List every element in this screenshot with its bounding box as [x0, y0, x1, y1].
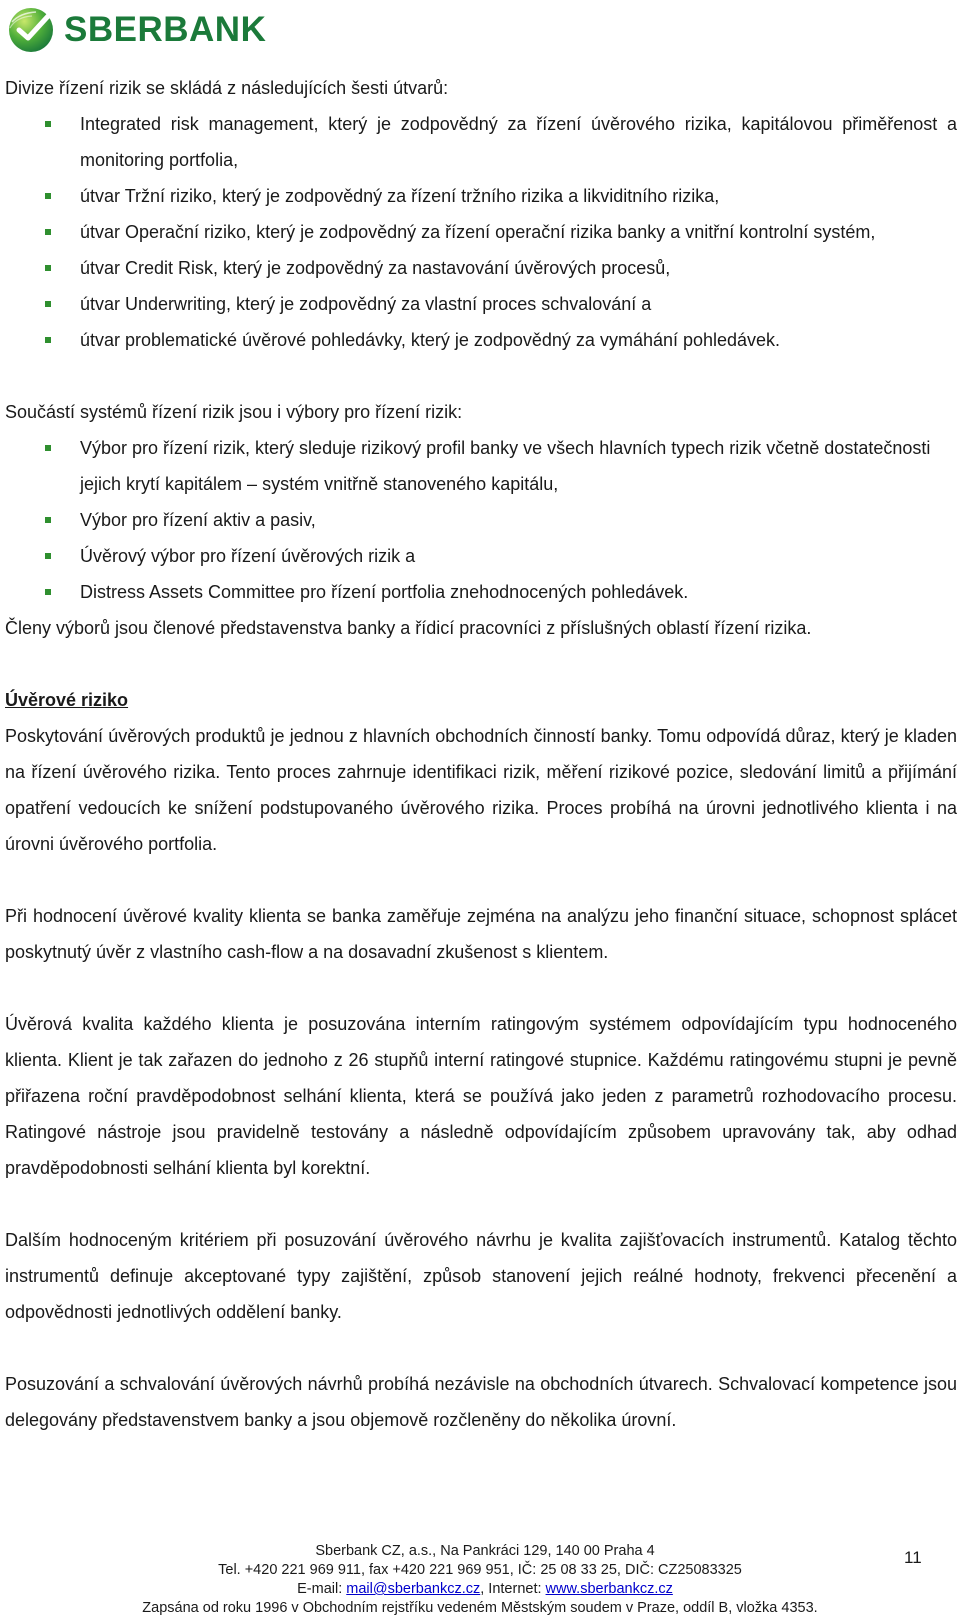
website-link[interactable]: www.sberbankcz.cz — [545, 1581, 673, 1597]
division-item: útvar Underwriting, který je zodpovědný za vlastní proces schvalování a — [5, 286, 957, 322]
email-label: E-mail: — [297, 1581, 347, 1597]
section-heading: Úvěrové riziko — [5, 690, 129, 710]
spacer — [5, 1330, 957, 1366]
page-number: 11 — [904, 1548, 922, 1567]
footer-address: Sberbank CZ, a.s., Na Pankráci 129, 140 00 Praha 4 — [315, 1543, 655, 1559]
email-link[interactable]: mail@sberbankcz.cz — [346, 1581, 481, 1597]
page-footer — [0, 1542, 960, 1618]
committee-item: Výbor pro řízení aktiv a pasiv, — [5, 502, 957, 538]
paragraph: Úvěrová kvalita každého klienta je posuzována interním ratingovým systémem odpovídajícím typu hodnoceného klienta. Klient je tak zařazen do jednoho z 26 stupňů interní ratingové stupnice. Každému ratingovému stupni je pevně přiřazena roční pravděpodobnost selhání klienta, která se používá jako jeden z parametrů rozhodovacího procesu. Ratingové nástroje jsou pravidelně testovány a následně odpovídajícím způsobem upravovány tak, aby odhad pravděpodobnosti selhání klienta byl korektní. — [5, 1014, 957, 1178]
paragraph: Při hodnocení úvěrové kvality klienta se banka zaměřuje zejména na analýzu jeho finanční situace, schopnost splácet poskytnutý úvěr z vlastního cash-flow a na dosavadní zkušenost s klientem. — [5, 906, 957, 962]
committees-list — [5, 430, 957, 610]
paragraph: Posuzování a schvalování úvěrových návrhů probíhá nezávisle na obchodních útvarech. Schvalovací kompetence jsou delegovány představenstvem banky a jsou objemově rozčleněny do několika úrovní. — [5, 1374, 957, 1430]
divisions-list — [5, 106, 957, 358]
spacer — [5, 358, 957, 394]
footer-contacts — [0, 1580, 960, 1599]
internet-label: , Internet: — [480, 1581, 546, 1597]
footer-registration: Zapsána od roku 1996 v Obchodním rejstříku vedeném Městským soudem v Praze, oddíl B, vložka 4353. — [142, 1600, 818, 1616]
sberbank-logo — [6, 4, 266, 54]
spacer — [5, 970, 957, 1006]
spacer — [5, 646, 957, 682]
committee-item: Úvěrový výbor pro řízení úvěrových rizik a — [5, 538, 957, 574]
document-body — [5, 70, 957, 1438]
division-item: útvar Tržní riziko, který je zodpovědný za řízení tržního rizika a likviditního rizika, — [5, 178, 957, 214]
committee-item: Výbor pro řízení rizik, který sleduje rizikový profil banky ve všech hlavních typech rizik včetně dostatečnosti jejich krytí kapitálem – systém vnitřně stanoveného kapitálu, — [5, 430, 957, 502]
committees-intro: Součástí systémů řízení rizik jsou i výbory pro řízení rizik: — [5, 402, 463, 422]
sberbank-logo-icon — [6, 4, 58, 54]
paragraph: Poskytování úvěrových produktů je jednou z hlavních obchodních činností banky. Tomu odpovídá důraz, který je kladen na řízení úvěrového rizika. Tento proces zahrnuje identifikaci rizik, měření rizikové pozice, sledování limitů a přijímání opatření vedoucích ke snížení podstupovaného úvěrového rizika. Proces probíhá na úrovni jednotlivého klienta i na úrovni úvěrového portfolia. — [5, 726, 957, 854]
brand-name: SBERBANK — [64, 9, 267, 49]
spacer — [5, 862, 957, 898]
paragraph: Dalším hodnoceným kritériem při posuzování úvěrového návrhu je kvalita zajišťovacích instrumentů. Katalog těchto instrumentů definuje akceptované typy zajištění, způsob stanovení jejich reálné hodnoty, frekvenci přecenění a odpovědnosti jednotlivých oddělení banky. — [5, 1230, 957, 1322]
spacer — [5, 1186, 957, 1222]
division-item: Integrated risk management, který je zodpovědný za řízení úvěrového rizika, kapitálovou přiměřenost a monitoring portfolia, — [5, 106, 957, 178]
divisions-intro: Divize řízení rizik se skládá z následujících šesti útvarů: — [5, 78, 449, 98]
division-item: útvar Operační riziko, který je zodpovědný za řízení operační rizika banky a vnitřní kontrolní systém, — [5, 214, 957, 250]
committees-note: Členy výborů jsou členové představenstva banky a řídicí pracovníci z příslušných oblastí řízení rizika. — [5, 618, 812, 638]
committee-item: Distress Assets Committee pro řízení portfolia znehodnocených pohledávek. — [5, 574, 957, 610]
division-item: útvar Credit Risk, který je zodpovědný za nastavování úvěrových procesů, — [5, 250, 957, 286]
footer-phones: Tel. +420 221 969 911, fax +420 221 969 951, IČ: 25 08 33 25, DIČ: CZ25083325 — [218, 1562, 742, 1578]
division-item: útvar problematické úvěrové pohledávky, který je zodpovědný za vymáhání pohledávek. — [5, 322, 957, 358]
